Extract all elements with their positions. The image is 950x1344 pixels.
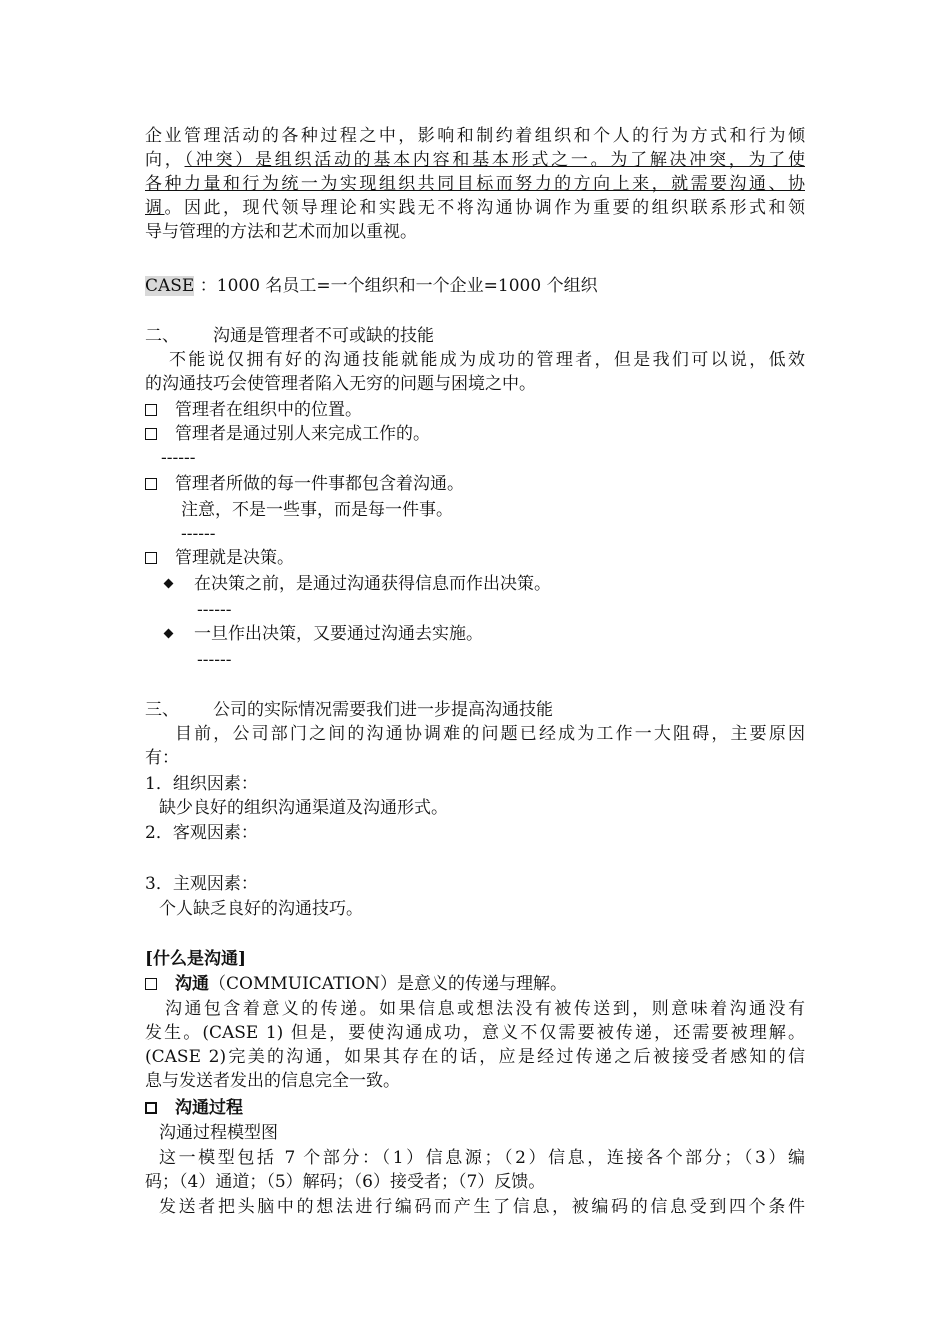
process-heading [145,1096,243,1120]
factor-3-desc: 个人缺乏良好的沟通技巧。 [159,899,363,919]
definition-line [145,972,567,996]
what-para-2: 发生。(CASE 1) 但是，要使沟通成功，意义不仅需要被传递，还需要被理解。 [145,1023,805,1043]
case-tag: CASE [145,276,195,296]
dash-separator-1: ------ [161,448,196,468]
intro-line-3: 各种力量和行为统一为实现组织共同目标而努力的方向上来，就需要沟通、协 [145,174,805,194]
bullet-item-2-text: 管理者是通过别人来完成工作的。 [175,424,430,444]
checkbox-icon [145,478,157,490]
checkbox-icon [145,404,157,416]
checkbox-icon [145,1102,157,1114]
bullet-item-4-text: 管理就是决策。 [175,548,294,568]
diamond-bullet-icon [164,579,174,589]
section-2-number: 二、 [145,326,179,346]
note-line: 注意，不是一些事，而是每一件事。 [181,500,453,520]
what-para-3: (CASE 2)完美的沟通，如果其存在的话，应是经过传递之后被接受者感知的信 [145,1047,805,1067]
process-heading-text: 沟通过程 [175,1098,243,1118]
dash-separator-4: ------ [197,650,232,670]
bullet-item-4 [145,546,294,570]
diamond-bullet-icon [164,629,174,639]
intro-line-4-rest: 。因此，现代领导理论和实践无不将沟通协调作为重要的组织联系形式和领 [164,198,806,218]
section-2-title: 沟通是管理者不可或缺的技能 [213,326,434,346]
what-para-4: 息与发送者发出的信息完全一致。 [145,1071,400,1091]
dash-separator-3: ------ [197,600,232,620]
intro-line-2 [145,148,805,172]
what-para-1: 沟通包含着意义的传递。如果信息或想法没有被传送到，则意味着沟通没有 [165,999,805,1019]
definition-text: （COMMUICATION）是意义的传递与理解。 [209,974,568,994]
model-para-2: 码；（4）通道；（5）解码；（6）接受者；（7）反馈。 [145,1172,546,1192]
intro-line-1: 企业管理活动的各种过程之中，影响和制约着组织和个人的行为方式和行为倾 [145,126,805,146]
factor-2: 2．客观因素： [145,823,258,843]
what-is-communication-heading: [什么是沟通] [145,949,247,969]
section-2-para-1: 不能说仅拥有好的沟通技能就能成为成功的管理者，但是我们可以说，低效 [169,350,805,370]
model-para-3: 发送者把头脑中的想法进行编码而产生了信息，被编码的信息受到四个条件 [159,1197,805,1217]
section-3-title: 公司的实际情况需要我们进一步提高沟通技能 [213,700,553,720]
dash-separator-2: ------ [181,524,216,544]
underlined-end: 调 [145,198,165,218]
bullet-item-3 [145,472,464,496]
intro-line-2-start: 向， [145,150,185,170]
factor-1-desc: 缺少良好的组织沟通渠道及沟通形式。 [159,798,448,818]
underlined-conflict-text: （冲突）是组织活动的基本内容和基本形式之一。为了解决冲突，为了使 [184,150,806,170]
checkbox-icon [145,978,157,990]
section-3-number: 三、 [145,700,179,720]
section-2-heading [145,324,434,348]
case-text: ：1000 名员工=一个组织和一个企业=1000 个组织 [194,276,598,296]
factor-3: 3．主观因素： [145,874,258,894]
sub-bullet-1 [165,572,551,596]
sub-bullet-2-text: 一旦作出决策，又要通过沟通去实施。 [194,624,483,644]
section-3-para-2: 有： [145,748,179,768]
definition-term: 沟通 [175,974,209,994]
model-para-1: 这一模型包括 7 个部分：（1）信息源；（2）信息，连接各个部分；（3）编 [159,1148,805,1168]
sub-bullet-2 [165,622,483,646]
sub-bullet-1-text: 在决策之前，是通过沟通获得信息而作出决策。 [194,574,551,594]
checkbox-icon [145,428,157,440]
bullet-item-1-text: 管理者在组织中的位置。 [175,400,362,420]
section-3-heading [145,698,553,722]
intro-line-5: 导与管理的方法和艺术而加以重视。 [145,222,417,242]
intro-line-4 [145,196,805,220]
section-2-para-2: 的沟通技巧会使管理者陷入无穷的问题与困境之中。 [145,374,536,394]
section-3-para-1: 目前，公司部门之间的沟通协调难的问题已经成为工作一大阻碍，主要原因 [175,724,805,744]
bullet-item-2 [145,422,430,446]
case-line [145,274,598,298]
checkbox-icon [145,552,157,564]
bullet-item-1 [145,398,362,422]
factor-1: 1．组织因素： [145,774,258,794]
model-caption: 沟通过程模型图 [159,1123,278,1143]
bullet-item-3-text: 管理者所做的每一件事都包含着沟通。 [175,474,464,494]
